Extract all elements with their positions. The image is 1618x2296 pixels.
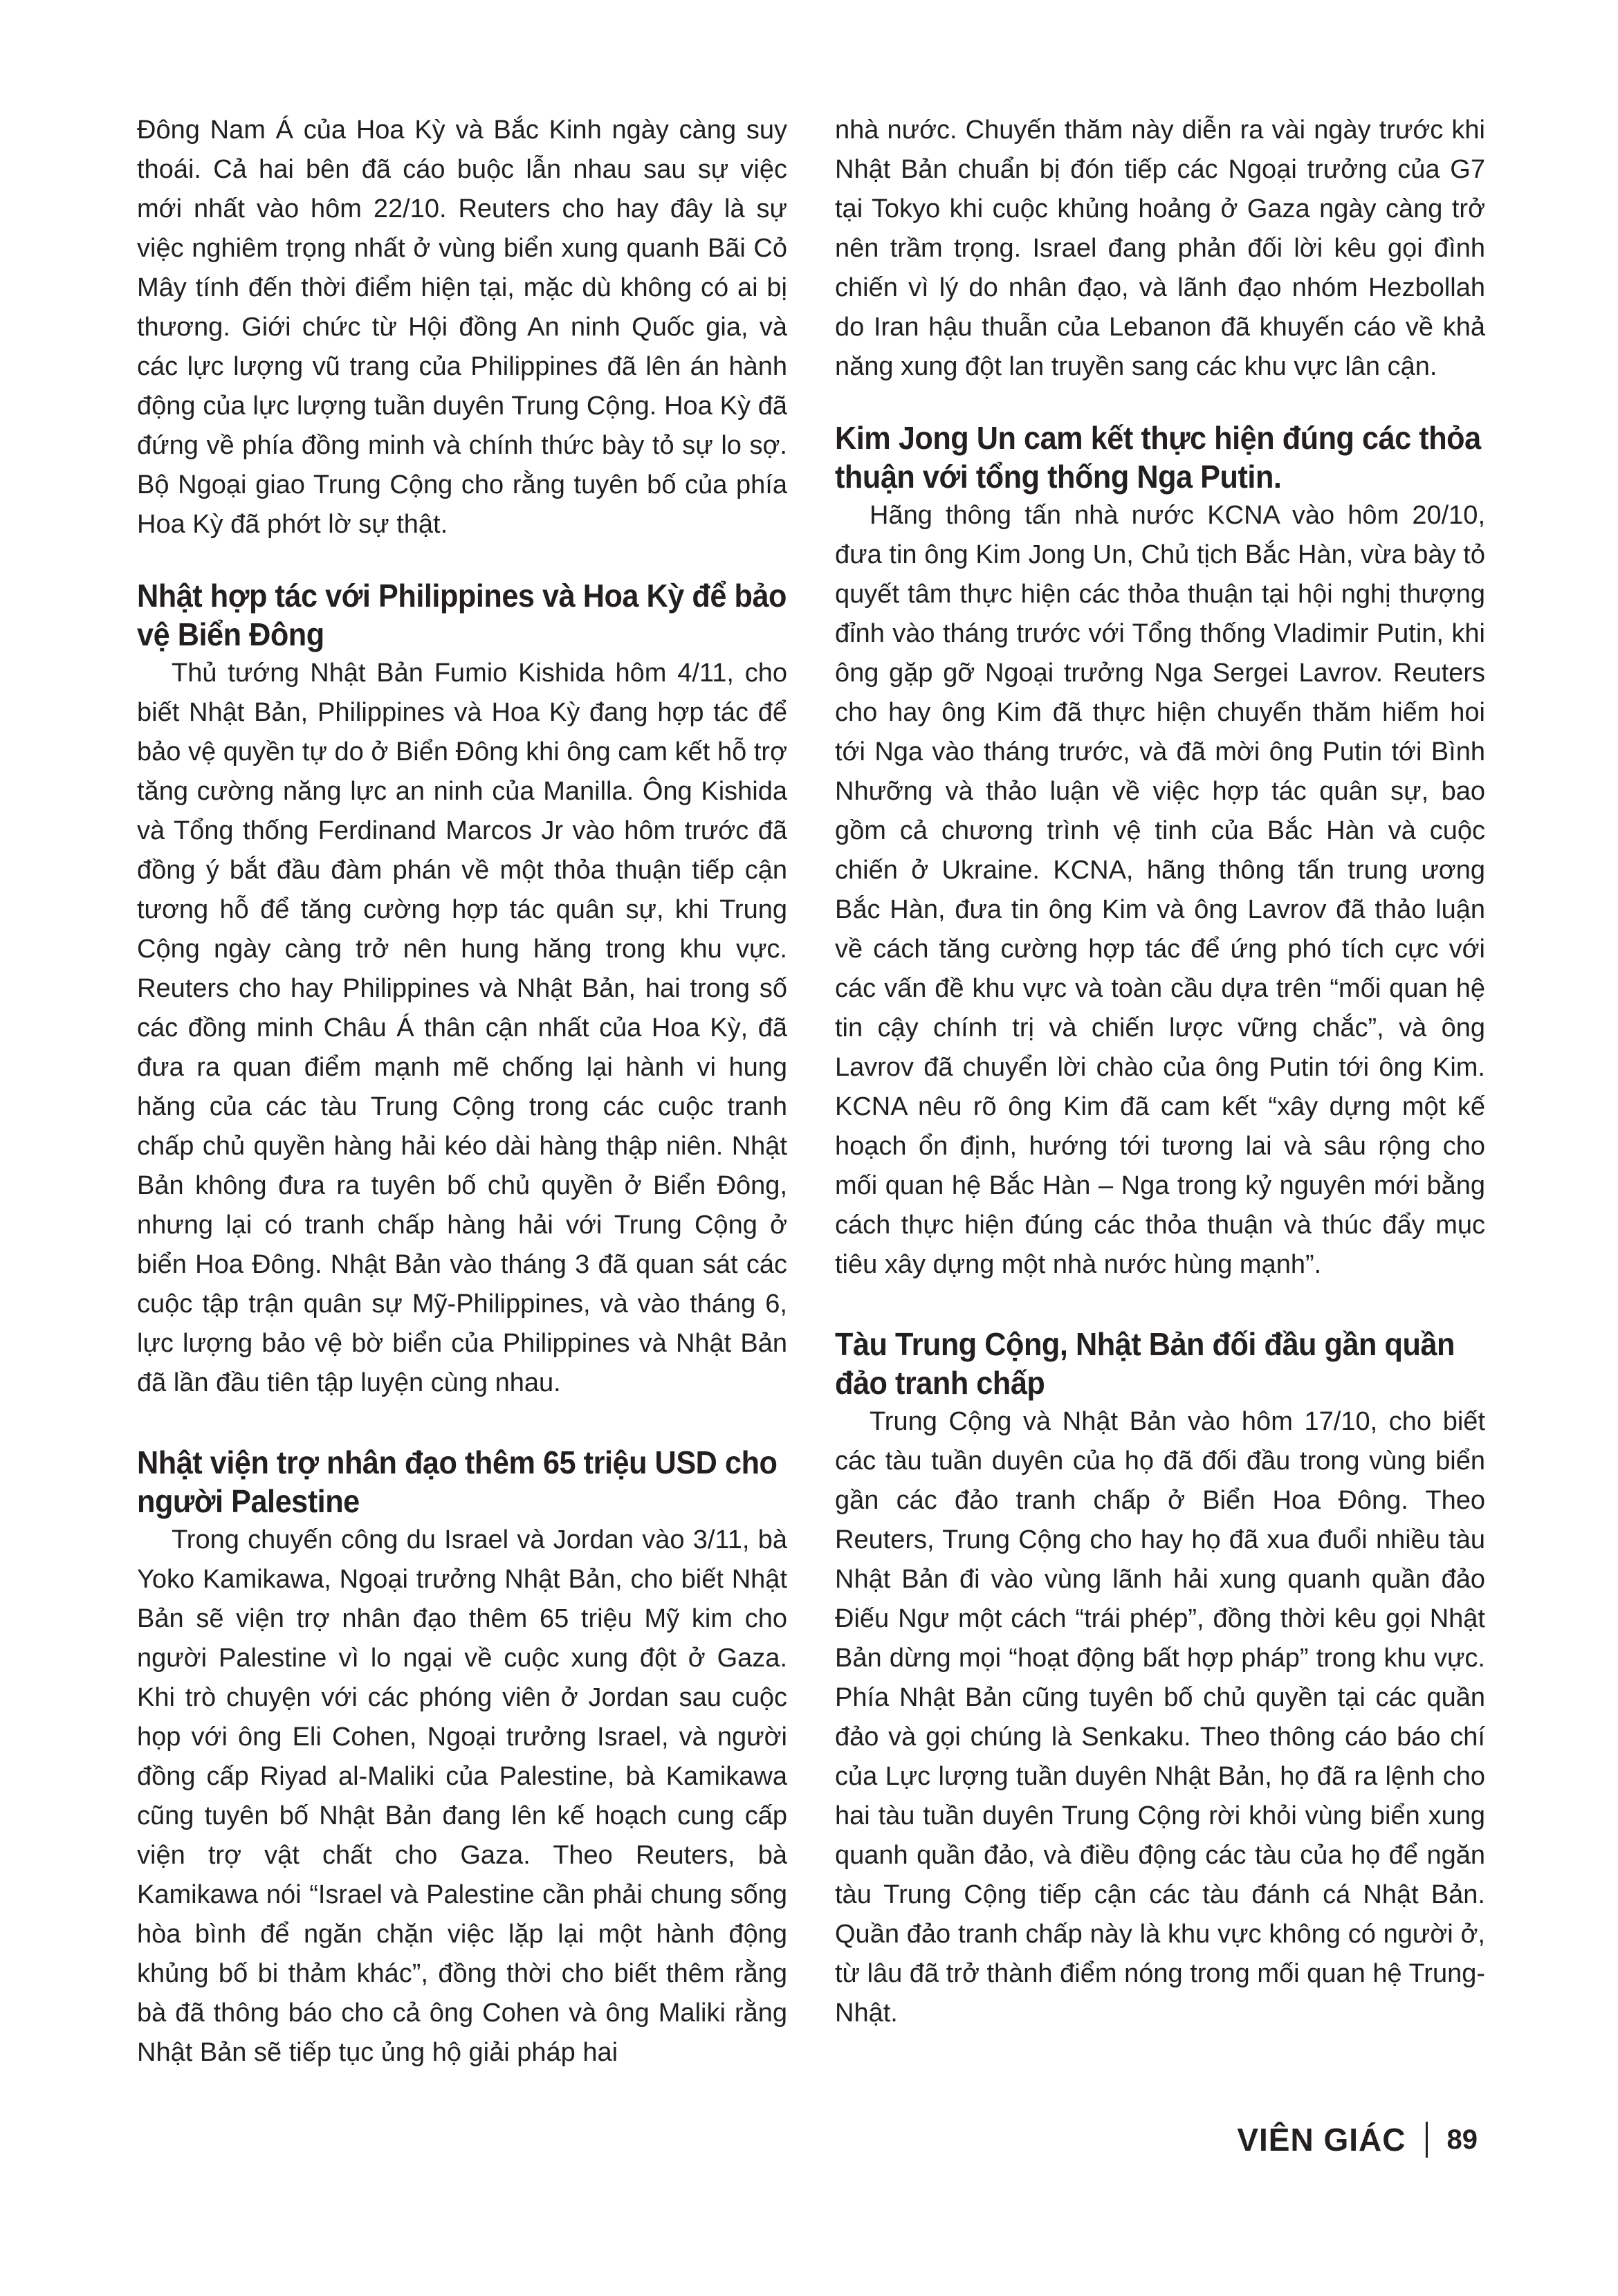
intro-paragraph: Đông Nam Á của Hoa Kỳ và Bắc Kinh ngày càng suy thoái. Cả hai bên đã cáo buộc lẫn nhau sau sự việc mới nhất vào hôm 22/10. Reuters cho hay đây là sự việc nghiêm trọng nhất ở vùng biển xung quanh Bãi Cỏ Mây tính đến thời điểm hiện tại, mặc dù không có ai bị thương. Giới chức từ Hội đồng An ninh Quốc gia, và các lực lượng vũ trang của Philippines đã lên án hành động của lực lượng tuần duyên Trung Cộng. Hoa Kỳ đã đứng về phía đồng minh và chính thức bày tỏ sự lo sợ. Bộ Ngoại giao Trung Cộng cho rằng tuyên bố của phía Hoa Kỳ đã phớt lờ sự thật. xyxy=(137,116,787,539)
magazine-name: VIÊN GIÁC xyxy=(1237,2122,1406,2158)
article-body-kim-putin: Hãng thông tấn nhà nước KCNA vào hôm 20/10, đưa tin ông Kim Jong Un, Chủ tịch Bắc Hàn, vừa bày tỏ quyết tâm thực hiện các thỏa thuận tại hội nghị thượng đỉnh vào tháng trước với Tổng thống Vladimir Putin, khi ông gặp gỡ Ngoại trưởng Nga Sergei Lavrov. Reuters cho hay ông Kim đã thực hiện chuyến thăm hiếm hoi tới Nga vào tháng trước, và đã mời ông Putin tới Bình Nhưỡng và thảo luận về việc hợp tác quân sự, bao gồm cả chương trình vệ tinh của Bắc Hàn và cuộc chiến ở Ukraine. KCNA, hãng thông tấn trung ương Bắc Hàn, đưa tin ông Kim và ông Lavrov đã thảo luận về cách tăng cường hợp tác để ứng phó tích cực với các vấn đề khu vực và toàn cầu dựa trên “mối quan hệ tin cậy chính trị và chiến lược vững chắc”, và ông Lavrov đã chuyển lời chào của ông Putin tới ông Kim. KCNA nêu rõ ông Kim đã cam kết “xây dựng một kế hoạch ổn định, hướng tới tương lai và sâu rộng cho mối quan hệ Bắc Hàn – Nga trong kỷ nguyên mới bằng cách thực hiện đúng các thỏa thuận và thúc đẩy mục tiêu xây dựng một nhà nước hùng mạnh”. xyxy=(835,501,1485,1279)
left-column xyxy=(137,111,787,2073)
article-heading-china-japan-ships: Tàu Trung Cộng, Nhật Bản đối đầu gần quần đảo tranh chấp xyxy=(835,1326,1455,1401)
article-body-japan-philippines: Thủ tướng Nhật Bản Fumio Kishida hôm 4/11, cho biết Nhật Bản, Philippines và Hoa Kỳ đang hợp tác để bảo vệ quyền tự do ở Biển Đông khi ông cam kết hỗ trợ tăng cường năng lực an ninh của Manilla. Ông Kishida và Tổng thống Ferdinand Marcos Jr vào hôm trước đã đồng ý bắt đầu đàm phán về một thỏa thuận tiếp cận tương hỗ để tăng cường hợp tác quân sự, khi Trung Cộng ngày càng trở nên hung hăng trong khu vực. Reuters cho hay Philippines và Nhật Bản, hai trong số các đồng minh Châu Á thân cận nhất của Hoa Kỳ, đã đưa ra quan điểm mạnh mẽ chống lại hành vi hung hăng của các tàu Trung Cộng trong các cuộc tranh chấp chủ quyền hàng hải kéo dài hàng thập niên. Nhật Bản không đưa ra tuyên bố chủ quyền ở Biển Đông, nhưng lại có tranh chấp hàng hải với Trung Cộng ở biển Hoa Đông. Nhật Bản vào tháng 3 đã quan sát các cuộc tập trận quân sự Mỹ-Philippines, và vào tháng 6, lực lượng bảo vệ bờ biển của Philippines và Nhật Bản đã lần đầu tiên tập luyện cùng nhau. xyxy=(137,659,787,1397)
footer-divider xyxy=(1426,2122,1428,2158)
article-heading-japan-philippines: Nhật hợp tác với Philippines và Hoa Kỳ để bảo vệ Biển Đông xyxy=(137,578,787,652)
page-number: 89 xyxy=(1446,2124,1478,2155)
article-body-china-japan-ships: Trung Cộng và Nhật Bản vào hôm 17/10, cho biết các tàu tuần duyên của họ đã đối đầu trong vùng biển gần các đảo tranh chấp ở Biển Hoa Đông. Theo Reuters, Trung Cộng cho hay họ đã xua đuổi nhiều tàu Nhật Bản đi vào vùng lãnh hải xung quanh quần đảo Điếu Ngư một cách “trái phép”, đồng thời kêu gọi Nhật Bản dừng mọi “hoạt động bất hợp pháp” trong khu vực. Phía Nhật Bản cũng tuyên bố chủ quyền tại các quần đảo và gọi chúng là Senkaku. Theo thông cáo báo chí của Lực lượng tuần duyên Nhật Bản, họ đã ra lệnh cho hai tàu tuần duyên Trung Cộng rời khỏi vùng biển xung quanh quần đảo, và điều động các tàu của họ để ngăn tàu Trung Cộng tiếp cận các tàu đánh cá Nhật Bản. Quần đảo tranh chấp này là khu vực không có người ở, từ lâu đã trở thành điểm nóng trong mối quan hệ Trung-Nhật. xyxy=(835,1407,1485,2028)
continuation-paragraph: nhà nước. Chuyến thăm này diễn ra vài ngày trước khi Nhật Bản chuẩn bị đón tiếp các Ngoại trưởng của G7 tại Tokyo khi cuộc khủng hoảng ở Gaza ngày càng trở nên trầm trọng. Israel đang phản đối lời kêu gọi đình chiến vì lý do nhân đạo, và lãnh đạo nhóm Hezbollah do Iran hậu thuẫn của Lebanon đã khuyến cáo về khả năng xung đột lan truyền sang các khu vực lân cận. xyxy=(835,116,1485,381)
page-footer xyxy=(1237,2119,1478,2160)
article-body-japan-palestine-aid: Trong chuyến công du Israel và Jordan vào 3/11, bà Yoko Kamikawa, Ngoại trưởng Nhật Bản, cho biết Nhật Bản sẽ viện trợ nhân đạo thêm 65 triệu Mỹ kim cho người Palestine vì lo ngại về cuộc xung đột ở Gaza. Khi trò chuyện với các phóng viên ở Jordan sau cuộc họp với ông Eli Cohen, Ngoại trưởng Israel, và người đồng cấp Riyad al-Maliki của Palestine, bà Kamikawa cũng tuyên bố Nhật Bản đang lên kế hoạch cung cấp viện trợ vật chất cho Gaza. Theo Reuters, bà Kamikawa nói “Israel và Palestine cần phải chung sống hòa bình để ngăn chặn việc lặp lại một hành động khủng bố bi thảm khác”, đồng thời cho biết thêm rằng bà đã thông báo cho cả ông Cohen và ông Maliki rằng Nhật Bản sẽ tiếp tục ủng hộ giải pháp hai xyxy=(137,1525,787,2067)
article-heading-japan-palestine-aid: Nhật viện trợ nhân đạo thêm 65 triệu USD cho người Palestine xyxy=(137,1444,778,1519)
right-column xyxy=(835,111,1485,2033)
article-heading-kim-putin: Kim Jong Un cam kết thực hiện đúng các thỏa thuận với tổng thống Nga Putin. xyxy=(835,420,1481,495)
